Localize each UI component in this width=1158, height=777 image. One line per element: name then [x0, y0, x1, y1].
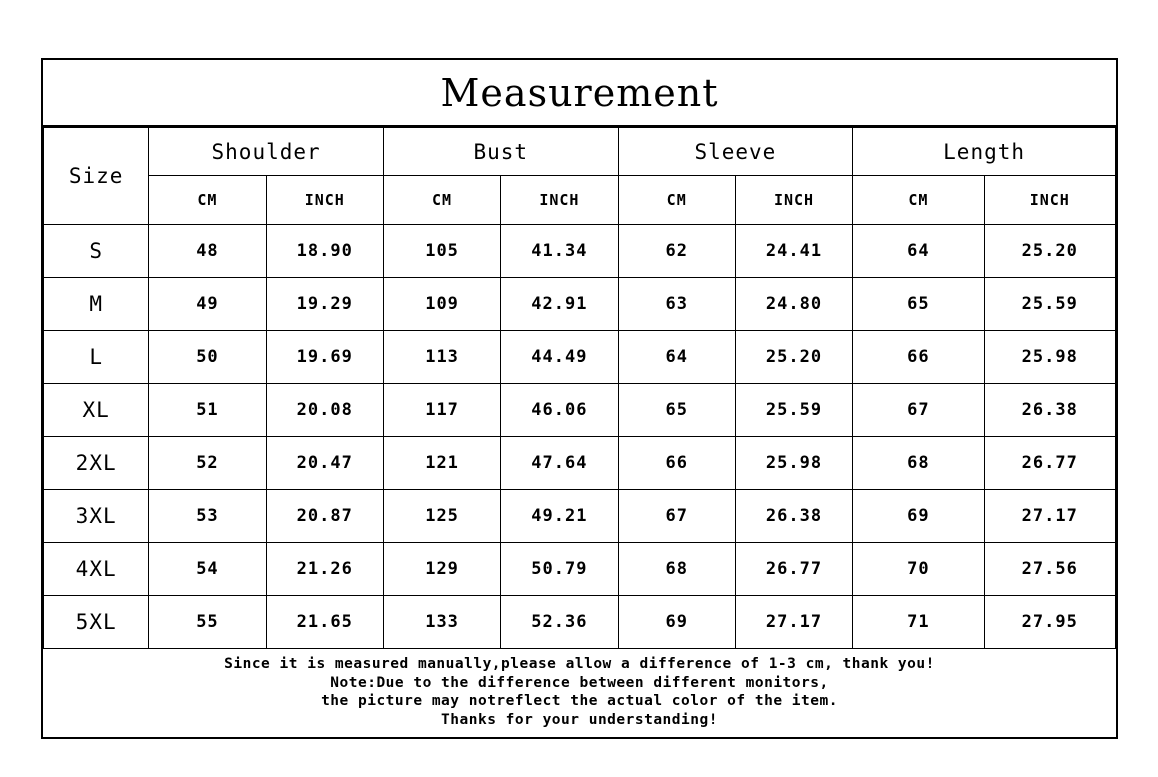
cell-shoulder-cm: 48	[149, 225, 266, 278]
cell-length-inch: 26.38	[984, 384, 1115, 437]
cell-length-inch: 25.59	[984, 278, 1115, 331]
cell-length-cm: 64	[853, 225, 984, 278]
cell-bust-inch: 50.79	[501, 543, 618, 596]
cell-sleeve-inch: 24.80	[735, 278, 852, 331]
measurement-table	[43, 127, 1116, 649]
cell-bust-cm: 105	[383, 225, 500, 278]
cell-bust-cm: 125	[383, 490, 500, 543]
cell-shoulder-cm: 53	[149, 490, 266, 543]
note-line-4: Thanks for your understanding!	[441, 711, 718, 728]
cell-bust-inch: 49.21	[501, 490, 618, 543]
cell-size: 3XL	[44, 490, 149, 543]
cell-bust-cm: 113	[383, 331, 500, 384]
cell-sleeve-cm: 63	[618, 278, 735, 331]
header-unit-sleeve-cm: CM	[618, 176, 735, 225]
cell-sleeve-inch: 24.41	[735, 225, 852, 278]
table-row	[44, 278, 1116, 331]
cell-bust-inch: 42.91	[501, 278, 618, 331]
table-row	[44, 596, 1116, 649]
header-unit-length-cm: CM	[853, 176, 984, 225]
page-title: Measurement	[440, 70, 719, 115]
note-line-2: Note:Due to the difference between different monitors,	[330, 674, 829, 691]
cell-sleeve-cm: 65	[618, 384, 735, 437]
table-row	[44, 490, 1116, 543]
cell-bust-cm: 129	[383, 543, 500, 596]
cell-size: S	[44, 225, 149, 278]
table-row	[44, 543, 1116, 596]
cell-length-cm: 67	[853, 384, 984, 437]
cell-shoulder-inch: 20.47	[266, 437, 383, 490]
cell-length-inch: 25.20	[984, 225, 1115, 278]
header-unit-sleeve-inch: INCH	[735, 176, 852, 225]
cell-bust-inch: 52.36	[501, 596, 618, 649]
cell-size: 5XL	[44, 596, 149, 649]
table-row	[44, 225, 1116, 278]
title-row	[43, 60, 1116, 127]
cell-sleeve-cm: 69	[618, 596, 735, 649]
cell-bust-inch: 46.06	[501, 384, 618, 437]
cell-sleeve-inch: 27.17	[735, 596, 852, 649]
cell-bust-cm: 133	[383, 596, 500, 649]
cell-length-inch: 25.98	[984, 331, 1115, 384]
header-unit-bust-inch: INCH	[501, 176, 618, 225]
cell-length-cm: 70	[853, 543, 984, 596]
cell-shoulder-inch: 21.26	[266, 543, 383, 596]
cell-bust-cm: 117	[383, 384, 500, 437]
cell-sleeve-inch: 26.77	[735, 543, 852, 596]
measurement-sheet	[41, 58, 1118, 739]
cell-shoulder-inch: 21.65	[266, 596, 383, 649]
cell-sleeve-cm: 62	[618, 225, 735, 278]
header-unit-bust-cm: CM	[383, 176, 500, 225]
measurement-table-wrapper	[43, 127, 1116, 649]
cell-sleeve-inch: 25.20	[735, 331, 852, 384]
cell-shoulder-inch: 19.69	[266, 331, 383, 384]
cell-sleeve-inch: 25.59	[735, 384, 852, 437]
header-unit-shoulder-cm: CM	[149, 176, 266, 225]
cell-shoulder-cm: 50	[149, 331, 266, 384]
cell-shoulder-inch: 19.29	[266, 278, 383, 331]
cell-length-cm: 71	[853, 596, 984, 649]
cell-size: M	[44, 278, 149, 331]
cell-bust-inch: 47.64	[501, 437, 618, 490]
note-line-3: the picture may notreflect the actual color of the item.	[321, 693, 838, 709]
note-line-1: Since it is measured manually,please allow a difference of 1-3 cm, thank you!	[224, 656, 935, 672]
header-unit-length-inch: INCH	[984, 176, 1115, 225]
cell-bust-inch: 41.34	[501, 225, 618, 278]
cell-bust-inch: 44.49	[501, 331, 618, 384]
table-row	[44, 437, 1116, 490]
table-header-groups	[44, 128, 1116, 176]
cell-sleeve-inch: 26.38	[735, 490, 852, 543]
cell-sleeve-cm: 68	[618, 543, 735, 596]
cell-shoulder-cm: 54	[149, 543, 266, 596]
cell-shoulder-cm: 52	[149, 437, 266, 490]
cell-sleeve-inch: 25.98	[735, 437, 852, 490]
header-unit-shoulder-inch: INCH	[266, 176, 383, 225]
cell-size: 2XL	[44, 437, 149, 490]
table-row	[44, 331, 1116, 384]
cell-shoulder-inch: 20.87	[266, 490, 383, 543]
cell-size: 4XL	[44, 543, 149, 596]
cell-shoulder-inch: 18.90	[266, 225, 383, 278]
cell-length-cm: 66	[853, 331, 984, 384]
cell-sleeve-cm: 67	[618, 490, 735, 543]
cell-shoulder-inch: 20.08	[266, 384, 383, 437]
cell-size: L	[44, 331, 149, 384]
cell-length-inch: 27.56	[984, 543, 1115, 596]
cell-length-inch: 27.95	[984, 596, 1115, 649]
cell-sleeve-cm: 64	[618, 331, 735, 384]
cell-shoulder-cm: 55	[149, 596, 266, 649]
cell-length-cm: 65	[853, 278, 984, 331]
cell-sleeve-cm: 66	[618, 437, 735, 490]
cell-shoulder-cm: 49	[149, 278, 266, 331]
cell-length-cm: 68	[853, 437, 984, 490]
cell-bust-cm: 109	[383, 278, 500, 331]
cell-size: XL	[44, 384, 149, 437]
table-row	[44, 384, 1116, 437]
header-size: Size	[44, 128, 149, 225]
header-group-sleeve: Sleeve	[618, 128, 853, 176]
header-group-bust: Bust	[383, 128, 618, 176]
header-group-length: Length	[853, 128, 1116, 176]
header-group-shoulder: Shoulder	[149, 128, 384, 176]
cell-length-inch: 26.77	[984, 437, 1115, 490]
notes-section	[43, 649, 1116, 737]
cell-shoulder-cm: 51	[149, 384, 266, 437]
cell-bust-cm: 121	[383, 437, 500, 490]
cell-length-cm: 69	[853, 490, 984, 543]
table-header-units	[44, 176, 1116, 225]
cell-length-inch: 27.17	[984, 490, 1115, 543]
